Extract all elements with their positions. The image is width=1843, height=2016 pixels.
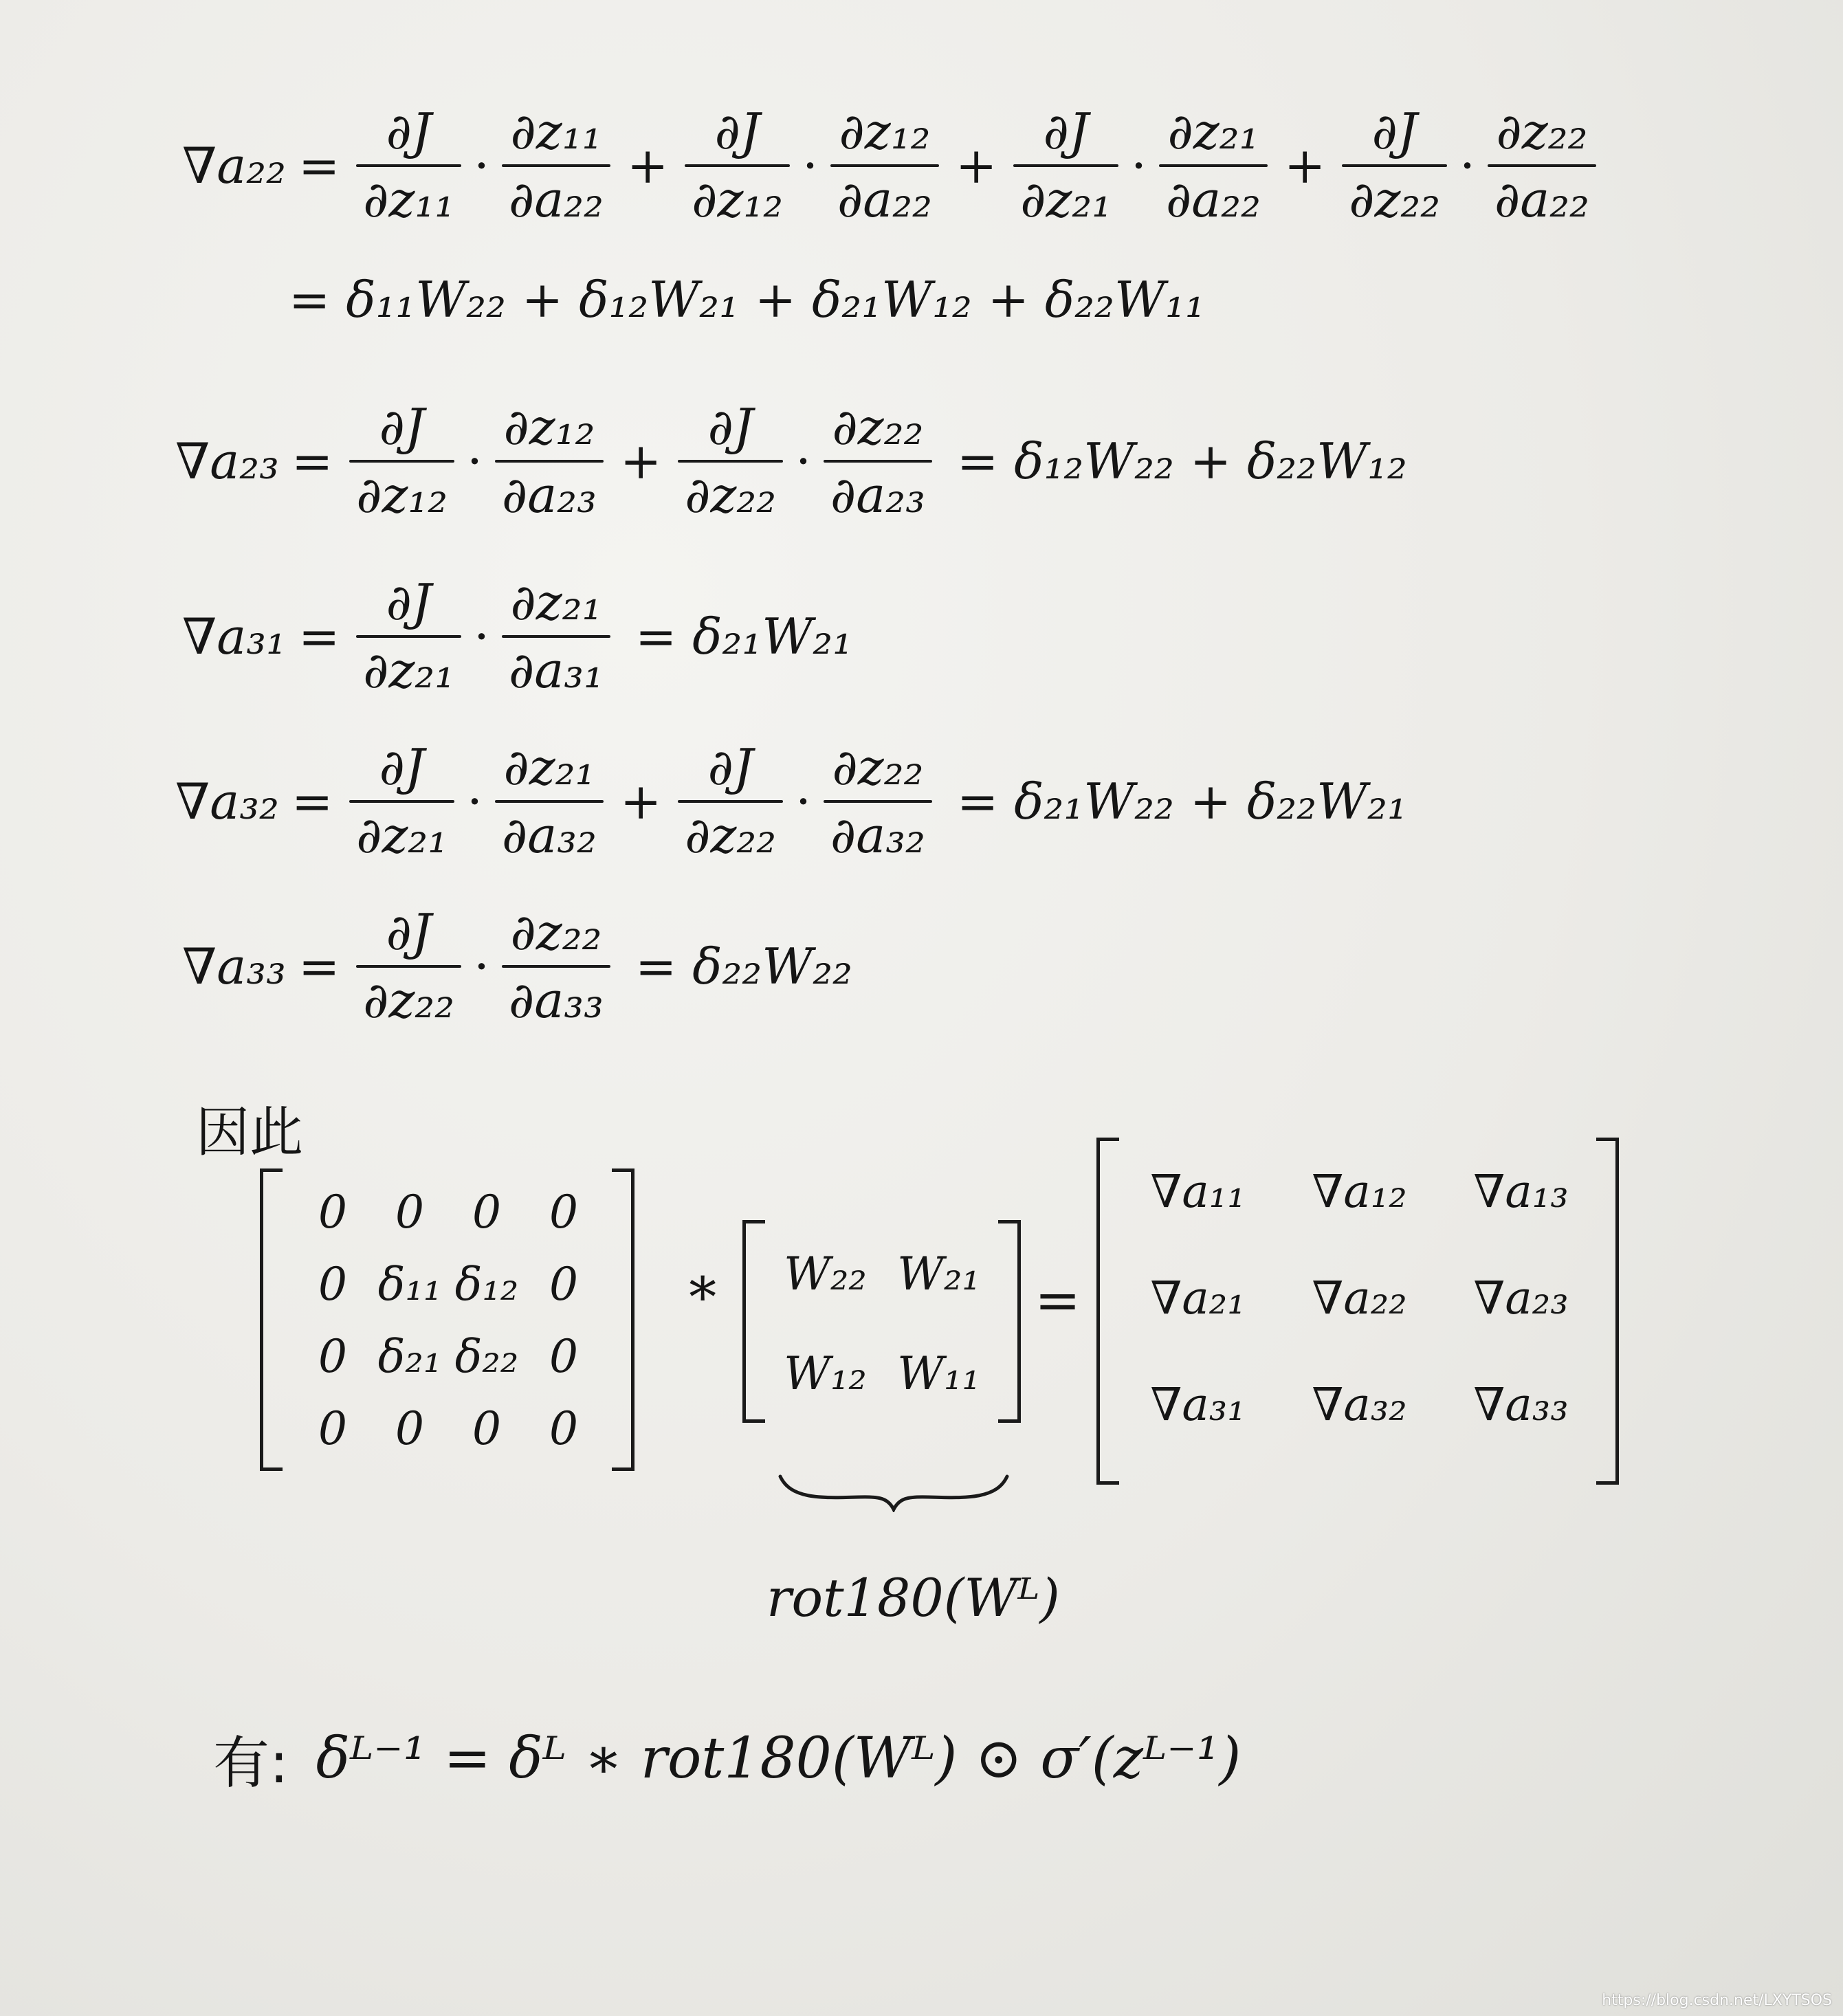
partial-fraction [824,399,932,524]
fraction-denominator: ∂z₁₂ [356,465,448,524]
equation-result: = δ₂₁W₂₁ [634,607,852,665]
partial-fraction [678,739,783,864]
equation-line [175,739,1407,864]
fraction-denominator: ∂a₂₂ [837,170,932,228]
gradient-matrix-cell: ∇a₃₃ [1473,1378,1569,1431]
weight-matrix [742,1220,1021,1423]
final-prefix: 有: [213,1731,289,1796]
product-dot: · [795,432,812,490]
fraction-denominator: ∂a₃₃ [509,971,604,1029]
partial-fraction [502,904,610,1029]
matrix-right-bracket [998,1220,1021,1423]
delta-matrix-cell: 0 [549,1402,578,1455]
equation-line [289,271,1205,329]
rot180-label: rot180(Wᴸ) [766,1567,1060,1628]
product-dot: · [474,607,490,665]
equals-sign: = [298,607,340,665]
fraction-bar [502,965,610,968]
partial-fraction [349,739,454,864]
equation-line [182,574,852,699]
equation-line [182,103,1600,228]
equals-sign: = [291,432,333,490]
fraction-denominator: ∂z₂₂ [685,465,777,524]
equation-lhs: ∇a₂₃ [175,432,279,490]
fraction-bar [356,635,461,638]
fraction-bar [824,800,932,803]
partial-fraction [356,103,461,228]
equation-result: = δ₂₁W₂₂ + δ₂₂W₂₁ [956,772,1407,830]
fraction-bar [495,800,604,803]
partial-fraction [502,103,610,228]
fraction-numerator: ∂z₂₂ [832,398,924,456]
gradient-matrix [1096,1138,1619,1485]
partial-fraction [685,103,790,228]
partial-fraction [502,574,610,699]
delta-matrix-cell: 0 [318,1402,347,1455]
equation-result: = δ₂₂W₂₂ [634,937,852,995]
delta-matrix-cell: δ₁₁ [377,1258,442,1311]
equation-lhs: ∇a₃₃ [182,937,286,995]
product-dot: · [474,136,490,195]
equation-lhs: ∇a₂₂ [182,136,286,195]
fraction-bar [1159,164,1268,167]
weight-matrix-cell: W₁₁ [897,1347,980,1400]
fraction-numerator: ∂z₂₂ [510,903,602,961]
delta-matrix-cell: 0 [318,1186,347,1239]
fraction-bar [830,164,939,167]
weight-matrix-cell: W₂₁ [897,1248,980,1300]
fraction-numerator: ∂z₂₂ [1496,102,1588,160]
final-formula: δᴸ⁻¹ = δᴸ ∗ rot180(Wᴸ) ⊙ σ′(zᴸ⁻¹) [316,1726,1241,1791]
fraction-bar [678,800,783,803]
plus-sign: + [619,772,662,830]
delta-matrix-cell: 0 [395,1402,424,1455]
gradient-matrix-cell: ∇a₂₁ [1150,1272,1246,1325]
fraction-numerator: ∂J [1371,102,1417,160]
fraction-denominator: ∂z₁₁ [363,170,455,228]
fraction-bar [356,965,461,968]
partial-fraction [1488,103,1596,228]
fraction-numerator: ∂J [379,398,425,456]
delta-matrix-cell: δ₁₂ [454,1258,519,1311]
fraction-bar [349,460,454,463]
fraction-numerator: ∂J [379,738,425,796]
product-dot: · [467,772,483,830]
plus-sign: + [626,136,669,195]
fraction-numerator: ∂J [707,738,753,796]
fraction-numerator: ∂z₁₁ [510,102,602,160]
convolution-operator: ∗ [684,1254,722,1318]
partial-fraction [495,399,604,524]
partial-fraction [495,739,604,864]
gradient-matrix-cell: ∇a₁₂ [1312,1165,1407,1218]
fraction-bar [495,460,604,463]
plus-sign: + [955,136,997,195]
fraction-numerator: ∂J [386,102,432,160]
equals-sign: = [291,772,333,830]
partial-fraction [1342,103,1447,228]
product-dot: · [467,432,483,490]
partial-fraction [830,103,939,228]
fraction-bar [1013,164,1118,167]
product-dot: · [1459,136,1476,195]
delta-matrix-cell: 0 [549,1258,578,1311]
delta-matrix-cell: 0 [549,1186,578,1239]
fraction-denominator: ∂z₁₂ [692,170,784,228]
fraction-bar [824,460,932,463]
fraction-numerator: ∂z₂₁ [503,738,595,796]
fraction-numerator: ∂z₂₁ [1167,102,1259,160]
plus-sign: + [1283,136,1326,195]
delta-matrix-cell: 0 [549,1330,578,1383]
fraction-denominator: ∂z₂₁ [1020,170,1112,228]
fraction-denominator: ∂z₂₁ [356,806,448,864]
fraction-numerator: ∂z₂₂ [832,738,924,796]
fraction-denominator: ∂a₂₂ [1494,170,1589,228]
fraction-bar [1488,164,1596,167]
fraction-bar [356,164,461,167]
matrix-left-bracket [260,1168,283,1471]
delta-matrix-cell: δ₂₂ [454,1330,519,1383]
delta-matrix-cell: 0 [472,1402,501,1455]
equation-line [182,904,852,1029]
equals-sign: = [298,136,340,195]
fraction-numerator: ∂J [714,102,760,160]
partial-fraction [824,739,932,864]
fraction-numerator: ∂J [1043,102,1089,160]
matrix-right-bracket [612,1168,634,1471]
fraction-denominator: ∂a₂₃ [502,465,597,524]
fraction-numerator: ∂J [707,398,753,456]
gradient-matrix-cell: ∇a₁₁ [1150,1165,1246,1218]
partial-fraction [356,574,461,699]
fraction-denominator: ∂a₃₂ [502,806,597,864]
fraction-denominator: ∂z₂₁ [363,641,455,699]
fraction-denominator: ∂a₃₁ [509,641,604,699]
fraction-numerator: ∂J [386,903,432,961]
fraction-denominator: ∂a₂₂ [1166,170,1261,228]
delta-matrix-cell: 0 [395,1186,424,1239]
equals-sign: = [298,937,340,995]
weight-matrix-cell: W₁₂ [784,1347,867,1400]
matrix-left-bracket [742,1220,765,1423]
gradient-matrix-cell: ∇a₁₃ [1473,1165,1569,1218]
delta-matrix-cell: 0 [318,1258,347,1311]
gradient-matrix-cell: ∇a₃₂ [1312,1378,1407,1431]
fraction-numerator: ∂z₁₂ [839,102,931,160]
fraction-denominator: ∂z₂₂ [685,806,777,864]
fraction-bar [502,635,610,638]
fraction-numerator: ∂J [386,573,432,631]
equation-continuation: = δ₁₁W₂₂ + δ₁₂W₂₁ + δ₂₁W₁₂ + δ₂₂W₁₁ [289,271,1205,329]
gradient-matrix-cell: ∇a₂₃ [1473,1272,1569,1325]
therefore-word: 因此 [196,1102,304,1164]
fraction-bar [502,164,610,167]
equation-line [175,399,1407,524]
product-dot: · [795,772,812,830]
watermark-text: https://blog.csdn.net/LXYTSOS [1602,1992,1832,2009]
fraction-denominator: ∂a₃₂ [830,806,925,864]
product-dot: · [1131,136,1147,195]
partial-fraction [1159,103,1268,228]
equation-lhs: ∇a₃₂ [175,772,279,830]
delta-matrix-cell: δ₂₁ [377,1330,442,1383]
gradient-matrix-cell: ∇a₂₂ [1312,1272,1407,1325]
fraction-bar [678,460,783,463]
delta-padded-matrix [260,1168,634,1471]
product-dot: · [474,937,490,995]
matrix-equals-sign: = [1035,1268,1081,1332]
delta-matrix-cell: 0 [472,1186,501,1239]
equation-result: = δ₁₂W₂₂ + δ₂₂W₁₂ [956,432,1407,490]
fraction-denominator: ∂z₂₂ [1349,170,1441,228]
delta-matrix-cell: 0 [318,1330,347,1383]
partial-fraction [349,399,454,524]
fraction-denominator: ∂a₂₃ [830,465,925,524]
fraction-numerator: ∂z₁₂ [503,398,595,456]
partial-fraction [356,904,461,1029]
partial-fraction [1013,103,1118,228]
fraction-bar [685,164,790,167]
plus-sign: + [619,432,662,490]
matrix-left-bracket [1096,1138,1119,1485]
equation-lhs: ∇a₃₁ [182,607,286,665]
partial-fraction [678,399,783,524]
fraction-bar [349,800,454,803]
fraction-denominator: ∂a₂₂ [509,170,604,228]
fraction-denominator: ∂z₂₂ [363,971,455,1029]
gradient-matrix-cell: ∇a₃₁ [1150,1378,1246,1431]
final-formula-line [213,1718,1241,1799]
weight-matrix-cell: W₂₂ [784,1248,867,1300]
fraction-numerator: ∂z₂₁ [510,573,602,631]
fraction-bar [1342,164,1447,167]
underbrace [777,1471,1011,1512]
product-dot: · [802,136,819,195]
